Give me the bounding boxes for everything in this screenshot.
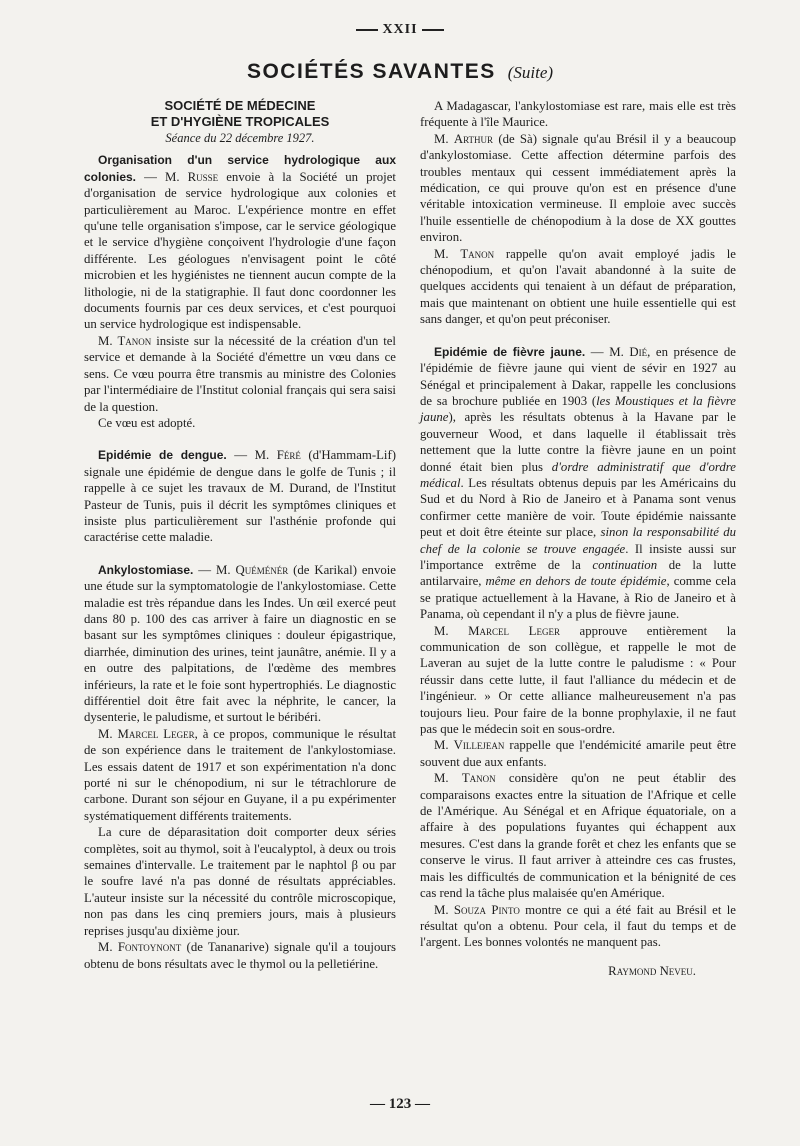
text-fragment: ), après les résultats obtenus à la Havane par le gouverneur Wood, et dans laquelle il établissait très nettement que la lutte contre la fièvre jaune en un point donné était bien plus <box>420 410 736 474</box>
seance-date: Séance du 22 décembre 1927. <box>165 131 315 145</box>
paragraph-cure: La cure de déparasitation doit comporter deux séries complètes, soit au thymol, soit à l'eucalyptol, à deux ou trois semaines d'intervalle. Le traitement par le naphtol β ou par le soufre lavé n'a pas donné de résultats appréciables. L'auteur insiste sur la nécessité du contrôle microscopique, non pas dans les cinq premiers jours, mais à plusieurs reprises jusqu'au dixième jour. <box>84 825 396 938</box>
text-fragment: M. <box>434 623 469 638</box>
author-signature: Raymond Neveu. <box>608 963 696 978</box>
spacer <box>84 431 396 447</box>
text-fragment: considère qu'on ne peut établir des comparaisons exactes entre la situation de l'Afrique et celle de l'Amérique. Au Sénégal et en Afrique équatoriale, on a affaire à des populations fuyantes qui échappent aux mesures. C'est dans la grande forêt et chez les enfants que se conserve le virus. Il faut arriver à atteindre ces cas frustes, mais les difficultés de communication et la bénignité de ces cas rend la tâche plus malaisée qu'en Amérique. <box>420 771 737 901</box>
text-fragment: , en présence de l'épidémie de fièvre jaune qui vient de sévir en 1927 au Sénégal et principalement à Dakar, rappelle les conclusions de sa brochure publiée en 1903 ( <box>420 344 736 408</box>
heading-organisation: Organisation d'un service hydrologique aux colonies. <box>84 153 396 184</box>
text-fragment: M. <box>434 131 454 146</box>
speaker-villejean: Villejean <box>453 738 505 753</box>
italic-fragment: sinon la responsabilité du chef de la colonie se trouve engagée <box>420 525 736 556</box>
speaker-tanon: Tanon <box>461 771 496 786</box>
speaker-souza-pinto: Souza Pinto <box>453 902 520 917</box>
speaker-quemener: Quéménér <box>235 562 289 577</box>
text-fragment: insiste sur la nécessité de la création d'un tel service et demande à la Société d'émettre un vœu dans ce sens. Ce vœu pourra être transmis au ministre des Colonies par l'intermédiaire de l'Institut colonial français qui sera saisi de la question. <box>84 333 396 414</box>
text-fragment: M. <box>434 738 454 753</box>
text-fragment: — M. <box>226 448 277 463</box>
text-fragment: — M. <box>193 562 236 577</box>
heading-ankylostomiase: Ankylostomiase. <box>98 562 194 577</box>
paragraph-fievre-jaune <box>420 344 736 623</box>
text-fragment: M. <box>434 771 462 786</box>
paragraph-souza-pinto <box>420 902 736 951</box>
text-fragment: — M. <box>136 169 188 184</box>
text-fragment: rappelle qu'on avait employé jadis le chénopodium, et qu'on l'avait abandonné à la suite de quelques accidents qui tenaient à un défaut de préparation, mais que maintenant on obtient une huile essentielle qui est sans danger, et qu'on peut préconiser. <box>420 246 736 327</box>
text-fragment: envoie à la Société un projet d'organisation de service hydrologique aux colonies et particulièrement au Maroc. L'expérience montre en effet qu'une telle organisation s'impose, car le service géologique et le service d'hygiène conçoivent l'hydrologie d'une façon différente. Les géologues n'envisagent point le côté microbien et les hygiénistes ne tiennent aucun compte de la lithologie, ni de la statigraphie. Il faut donc coordonner les documents fournis par ces deux services, et c'est pourquoi un service hydrologique est indispensable. <box>84 169 396 332</box>
speaker-die: Dié <box>629 344 648 359</box>
paragraph-organisation <box>84 152 396 332</box>
section-title-main: SOCIÉTÉS SAVANTES <box>246 60 496 83</box>
page-number: — 123 — <box>370 1096 430 1112</box>
heading-fievre-jaune: Epidémie de fièvre jaune. <box>434 344 586 359</box>
speaker-marcel-leger: Marcel Leger <box>117 726 195 741</box>
text-fragment: M. <box>98 333 118 348</box>
text-fragment: . Les résultats obtenus depuis par les Américains du Sud et du Nord à Rio de Janeiro et à Panama sont venus confirmer cette manière de voir. Toute épidémie naissante peut et doit être éteinte sur place, <box>420 475 736 540</box>
paragraph-arthur <box>420 131 736 246</box>
text-fragment: de la lutte antilarvaire, <box>420 557 737 589</box>
italic-fragment: d'ordre administratif que d'ordre médical <box>420 459 736 490</box>
paragraph-fontoynont <box>84 939 396 972</box>
text-fragment: , comme cela se pratique actuellement à la Havane, à Rio de Janeiro et à Panama, où cependant il n'y a plus de fièvre jaune. <box>420 574 737 622</box>
left-column <box>84 98 396 972</box>
paragraph-leger-laveran <box>420 623 736 738</box>
spacer <box>84 546 396 562</box>
text-fragment: M. <box>98 940 118 955</box>
page-header-roman <box>0 22 800 38</box>
text-fragment: (de Sà) signale qu'au Brésil il y a beaucoup d'ankylostomiase. Cette affection détermine parfois des troubles mentaux qui cessent immédiatement après la médication, ce qui prouve qu'on est en présence d'une véritable intoxication vermineuse. Il emploie avec succès l'huile essentielle de chénopodium à la dose de XX gouttes environ. <box>420 131 736 245</box>
text-fragment: M. <box>434 246 461 261</box>
header-ornament-left <box>356 29 378 31</box>
header-ornament-right <box>422 29 444 31</box>
text-fragment: montre ce qui a été fait au Brésil et le résultat qu'on a obtenu. Pour cela, il faut du temps et de l'argent. Les bonnes volontés ne manquent pas. <box>420 902 736 950</box>
paragraph-tanon-afrique <box>420 770 736 901</box>
paragraph-villejean <box>420 737 736 770</box>
paragraph-leger <box>84 726 396 824</box>
text-fragment: M. <box>98 726 118 741</box>
text-fragment: approuve entièrement la communication de son collègue, et rappelle le mot de Laveran au sujet de la lutte contre le paludisme : « Pour réussir dans cette lutte, il faut l'alliance du médecin et de l'ingénieur. » Or cette alliance malheureusement n'a pas toujours lieu. Pour faire de la bonne prophylaxie, il ne faut pas que le médecin soit en sous-ordre. <box>420 623 736 737</box>
text-fragment: M. <box>434 902 454 917</box>
text-fragment: (de Tananarive) signale qu'il a toujours obtenu de bons résultats avec le thymol ou la pelletiérine. <box>84 940 396 971</box>
text-fragment: (d'Hammam-Lif) signale une épidémie de dengue dans le golfe de Tunis ; il rappelle à ce sujet les travaux de M. Durand, de l'Institut Pasteur de Tunis, puis il décrit les symptômes cliniques et insiste plus particulièrement sur l'asthénie profonde qui caractérise cette maladie. <box>84 448 396 545</box>
text-fragment: . Il insiste aussi sur l'importance extrême de la <box>420 541 736 572</box>
speaker-tanon: Tanon <box>117 333 152 348</box>
speaker-arthur: Arthur <box>453 131 494 146</box>
italic-fragment: les Moustiques et la fièvre jaune <box>420 393 736 425</box>
right-column <box>420 98 736 979</box>
paragraph-dengue <box>84 447 396 545</box>
paragraph-tanon-voeu <box>84 333 396 415</box>
text-fragment: — M. <box>585 344 630 359</box>
paragraph-ankylostomiase <box>84 562 396 726</box>
section-title-suite: (Suite) <box>507 63 554 82</box>
italic-fragment: même en dehors de toute épidémie <box>485 574 667 589</box>
paragraph-madagascar: A Madagascar, l'ankylostomiase est rare, mais elle est très fréquente à l'île Maurice. <box>420 99 736 130</box>
speaker-fere: Féré <box>276 448 301 463</box>
paragraph-tanon-chenopodium <box>420 246 736 328</box>
text-fragment: , à ce propos, communique le résultat de son expérience dans le traitement de l'ankylostomiase. Les essais datent de 1917 et son expérimentation n'a donc porté ni sur le chénopodium, ni sur le tétrachlorure de carbone. Durant son séjour en Guyane, il a pu expérimenter systématiquement différents traitements. <box>84 726 396 823</box>
heading-dengue: Epidémie de dengue. <box>98 448 227 463</box>
roman-page-number: XXII <box>382 22 418 37</box>
society-name-line1: SOCIÉTÉ DE MÉDECINE <box>164 98 316 113</box>
paragraph-voeu-adopte: Ce vœu est adopté. <box>98 415 196 430</box>
speaker-marcel-leger: Marcel Leger <box>468 623 560 638</box>
text-fragment: rappelle que l'endémicité amarile peut être souvent due aux enfants. <box>420 738 736 769</box>
spacer <box>420 328 736 344</box>
text-fragment: (de Karikal) envoie une étude sur la symptomatologie de l'ankylostomiase. Cette maladie est très répandue dans les Indes. Un œil exercé peut dans 80 p. 100 des cas arriver à faire un diagnostic en se basant sur les symptômes cliniques : douleur épigastrique, diarrhée, diminution des urines, teint jaunâtre, anémie. Il y a en outre des palpitations, de l'œdème des membres inférieurs, la rate et le foie sont hypertrophiés. Le diagnostic différentiel doit être fait avec la néphrite, le cancer, la dysenterie, le paludisme, et surtout le béribéri. <box>84 562 396 725</box>
speaker-tanon: Tanon <box>460 246 495 261</box>
italic-fragment: continuation <box>592 557 658 572</box>
speaker-fontoynont: Fontoynont <box>117 940 182 955</box>
speaker-russe: Russe <box>187 169 219 184</box>
section-title <box>0 60 800 84</box>
society-name-line2: ET D'HYGIÈNE TROPICALES <box>150 114 330 129</box>
